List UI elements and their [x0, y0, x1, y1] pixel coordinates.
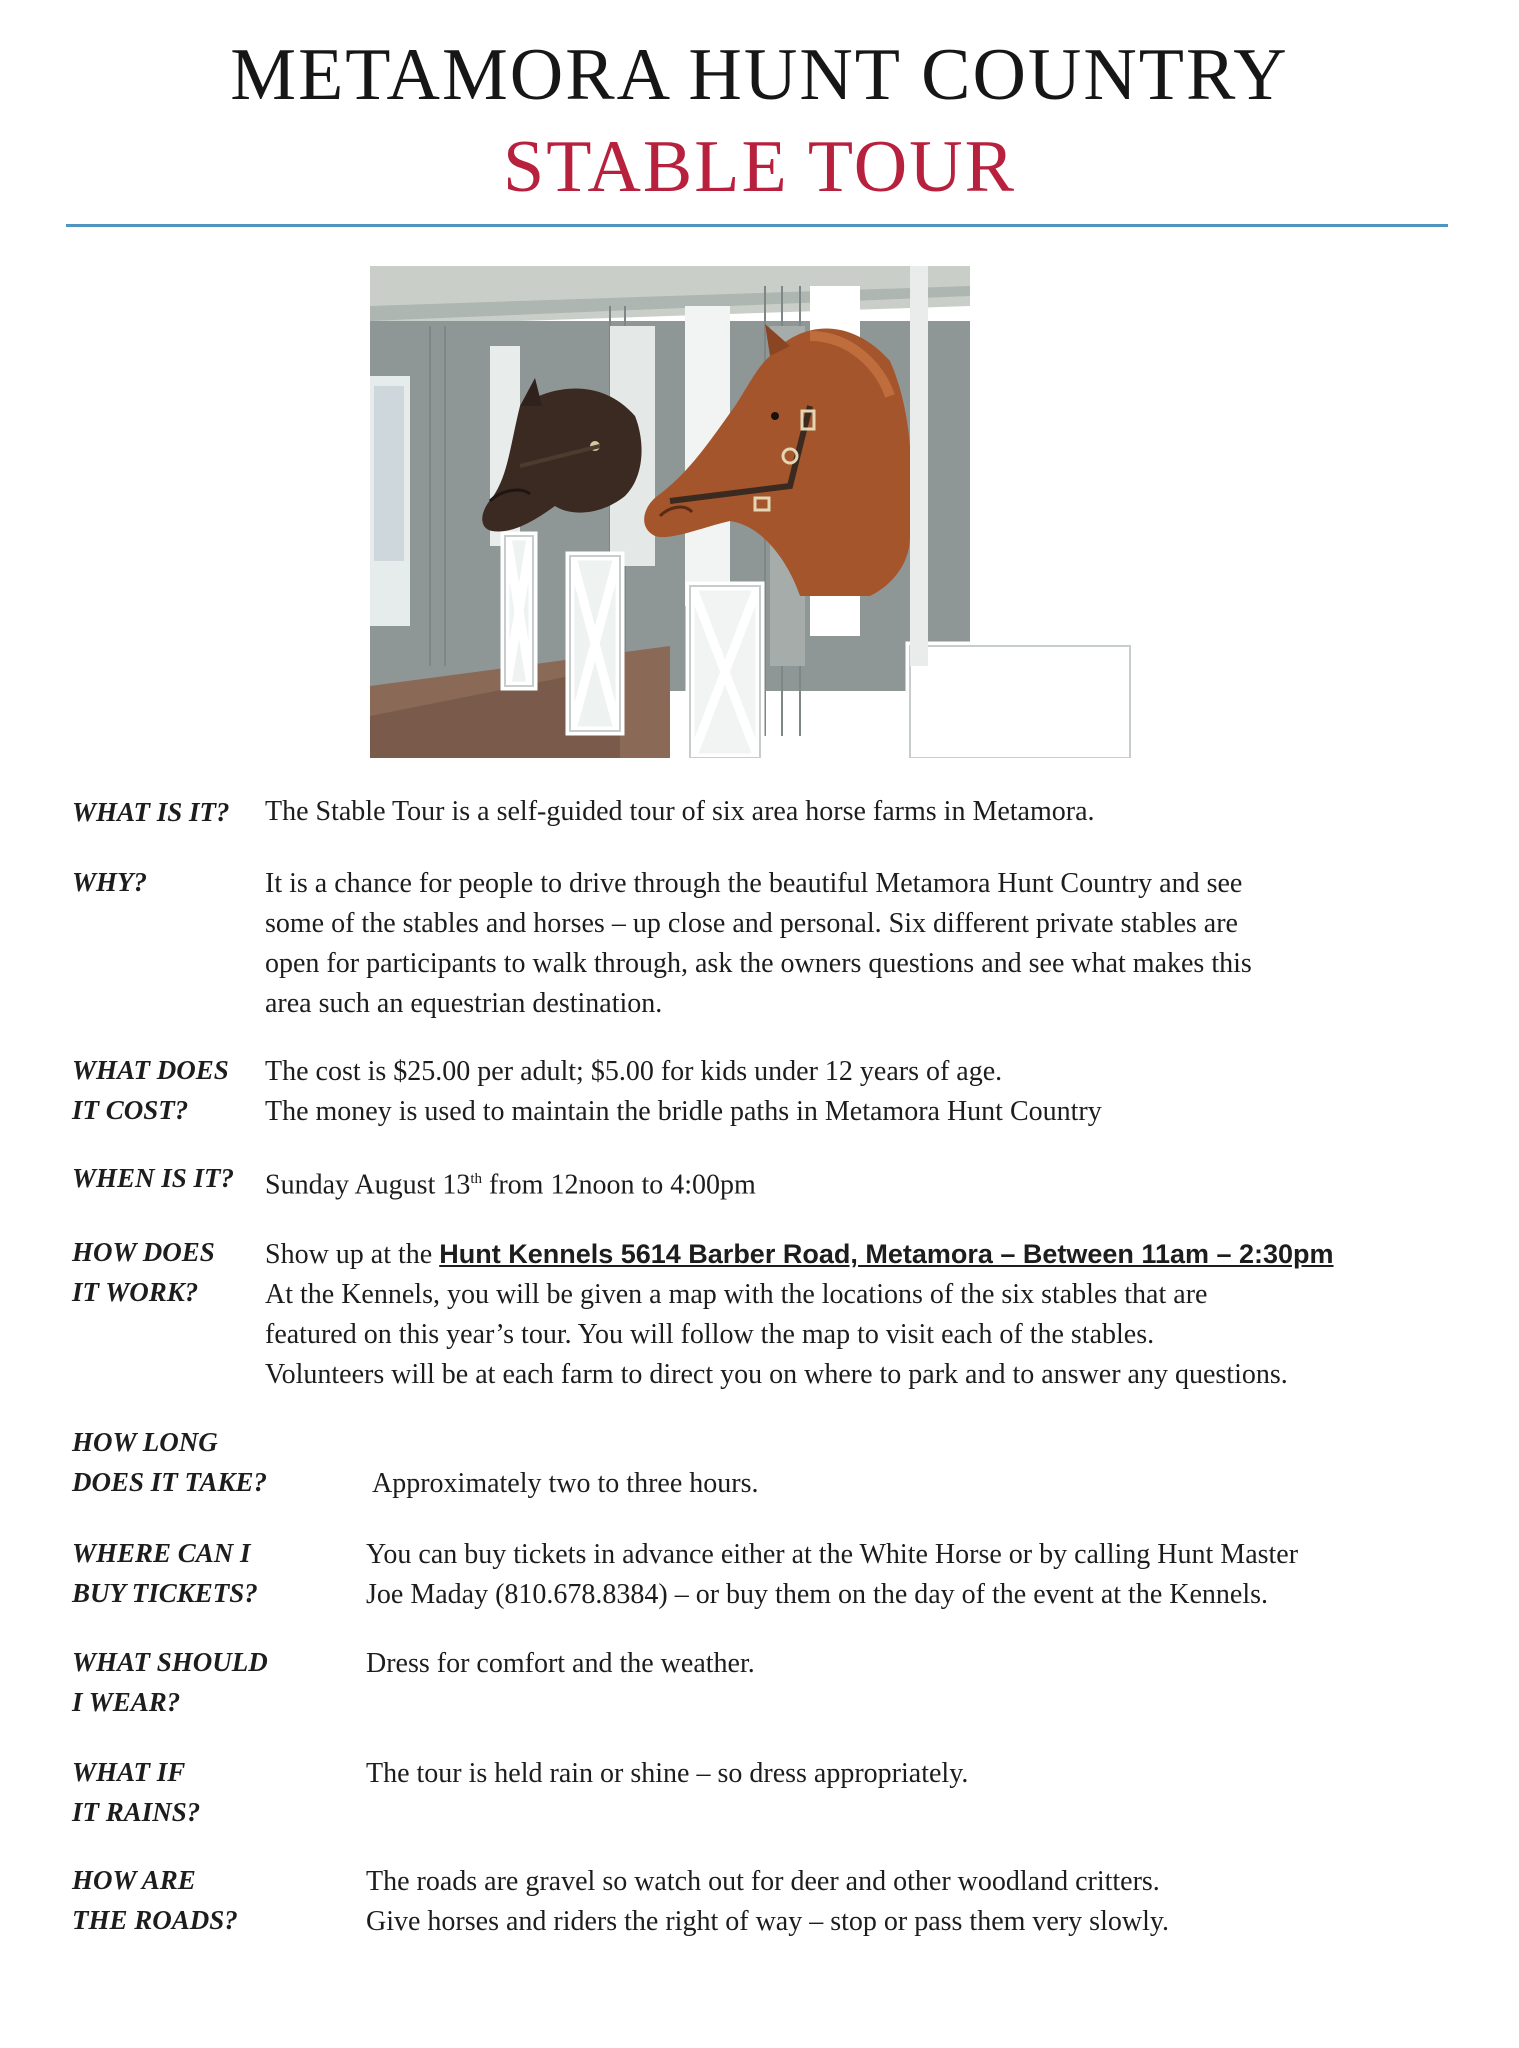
question-cost: WHAT DOES IT COST? [72, 1055, 229, 1125]
event-location: Hunt Kennels 5614 Barber Road, Metamora – Between 11am – 2:30pm [439, 1239, 1334, 1269]
question-rain: WHAT IF IT RAINS? [72, 1757, 201, 1827]
answer-line: Joe Maday (810.678.8384) – or buy them on the day of the event at the Kennels. [366, 1579, 1269, 1610]
answer-line: featured on this year’s tour. You will follow the map to visit each of the stables. [265, 1319, 1155, 1350]
question-wear: WHAT SHOULD I WEAR? [72, 1647, 268, 1717]
answer-line: open for participants to walk through, ask the owners questions and see what makes this [265, 948, 1252, 979]
answer-line: It is a chance for people to drive through the beautiful Metamora Hunt Country and see [265, 868, 1243, 899]
answer-line: some of the stables and horses – up close and personal. Six different private stables are [265, 908, 1238, 939]
answer-what-is-it: The Stable Tour is a self-guided tour of six area horse farms in Metamora. [265, 796, 1095, 827]
answer-wear: Dress for comfort and the weather. [366, 1648, 755, 1679]
answer-rain: The tour is held rain or shine – so dress appropriately. [366, 1758, 969, 1789]
horse-stable-photo [370, 266, 1140, 758]
question-when: WHEN IS IT? [72, 1163, 235, 1193]
answer-when: Sunday August 13th from 12noon to 4:00pm [265, 1169, 756, 1201]
title-divider [66, 224, 1448, 227]
question-why: WHY? [72, 867, 148, 897]
question-how-long: HOW LONG DOES IT TAKE? [72, 1427, 268, 1497]
answer-tickets [366, 1535, 1298, 1615]
page-title: METAMORA HUNT COUNTRY [230, 34, 1289, 116]
question-how-work: HOW DOES IT WORK? [72, 1237, 215, 1307]
answer-line: At the Kennels, you will be given a map with the locations of the six stables that are [265, 1279, 1208, 1310]
answer-how-work: Show up at the Hunt Kennels 5614 Barber Road, Metamora – Between 11am – 2:30pm At the Kennels, you will be given a map with the locations of the six stables that are featured on this year’s tour. You will follow the map to visit each of the stables. Volunteers will be at each farm to direct you on where to park and to answer any questions. [265, 1234, 1334, 1395]
question-what-is-it: WHAT IS IT? [72, 797, 230, 827]
question-roads: HOW ARE THE ROADS? [72, 1865, 238, 1935]
answer-line: The cost is $25.00 per adult; $5.00 for kids under 12 years of age. [265, 1056, 1003, 1087]
answer-line: Give horses and riders the right of way – stop or pass them very slowly. [366, 1906, 1170, 1937]
answer-line: You can buy tickets in advance either at the White Horse or by calling Hunt Master [366, 1539, 1299, 1570]
answer-line: The money is used to maintain the bridle paths in Metamora Hunt Country [265, 1096, 1102, 1127]
answer-line: area such an equestrian destination. [265, 988, 663, 1019]
answer-line: Volunteers will be at each farm to direct you on where to park and to answer any questions. [265, 1359, 1288, 1390]
answer-why [265, 864, 1252, 1024]
answer-roads [366, 1862, 1169, 1942]
answer-cost [265, 1052, 1102, 1132]
answer-line: The roads are gravel so watch out for deer and other woodland critters. [366, 1866, 1160, 1897]
page-subtitle: STABLE TOUR [503, 126, 1016, 208]
question-tickets: WHERE CAN I BUY TICKETS? [72, 1538, 258, 1608]
answer-how-long: Approximately two to three hours. [372, 1468, 759, 1499]
